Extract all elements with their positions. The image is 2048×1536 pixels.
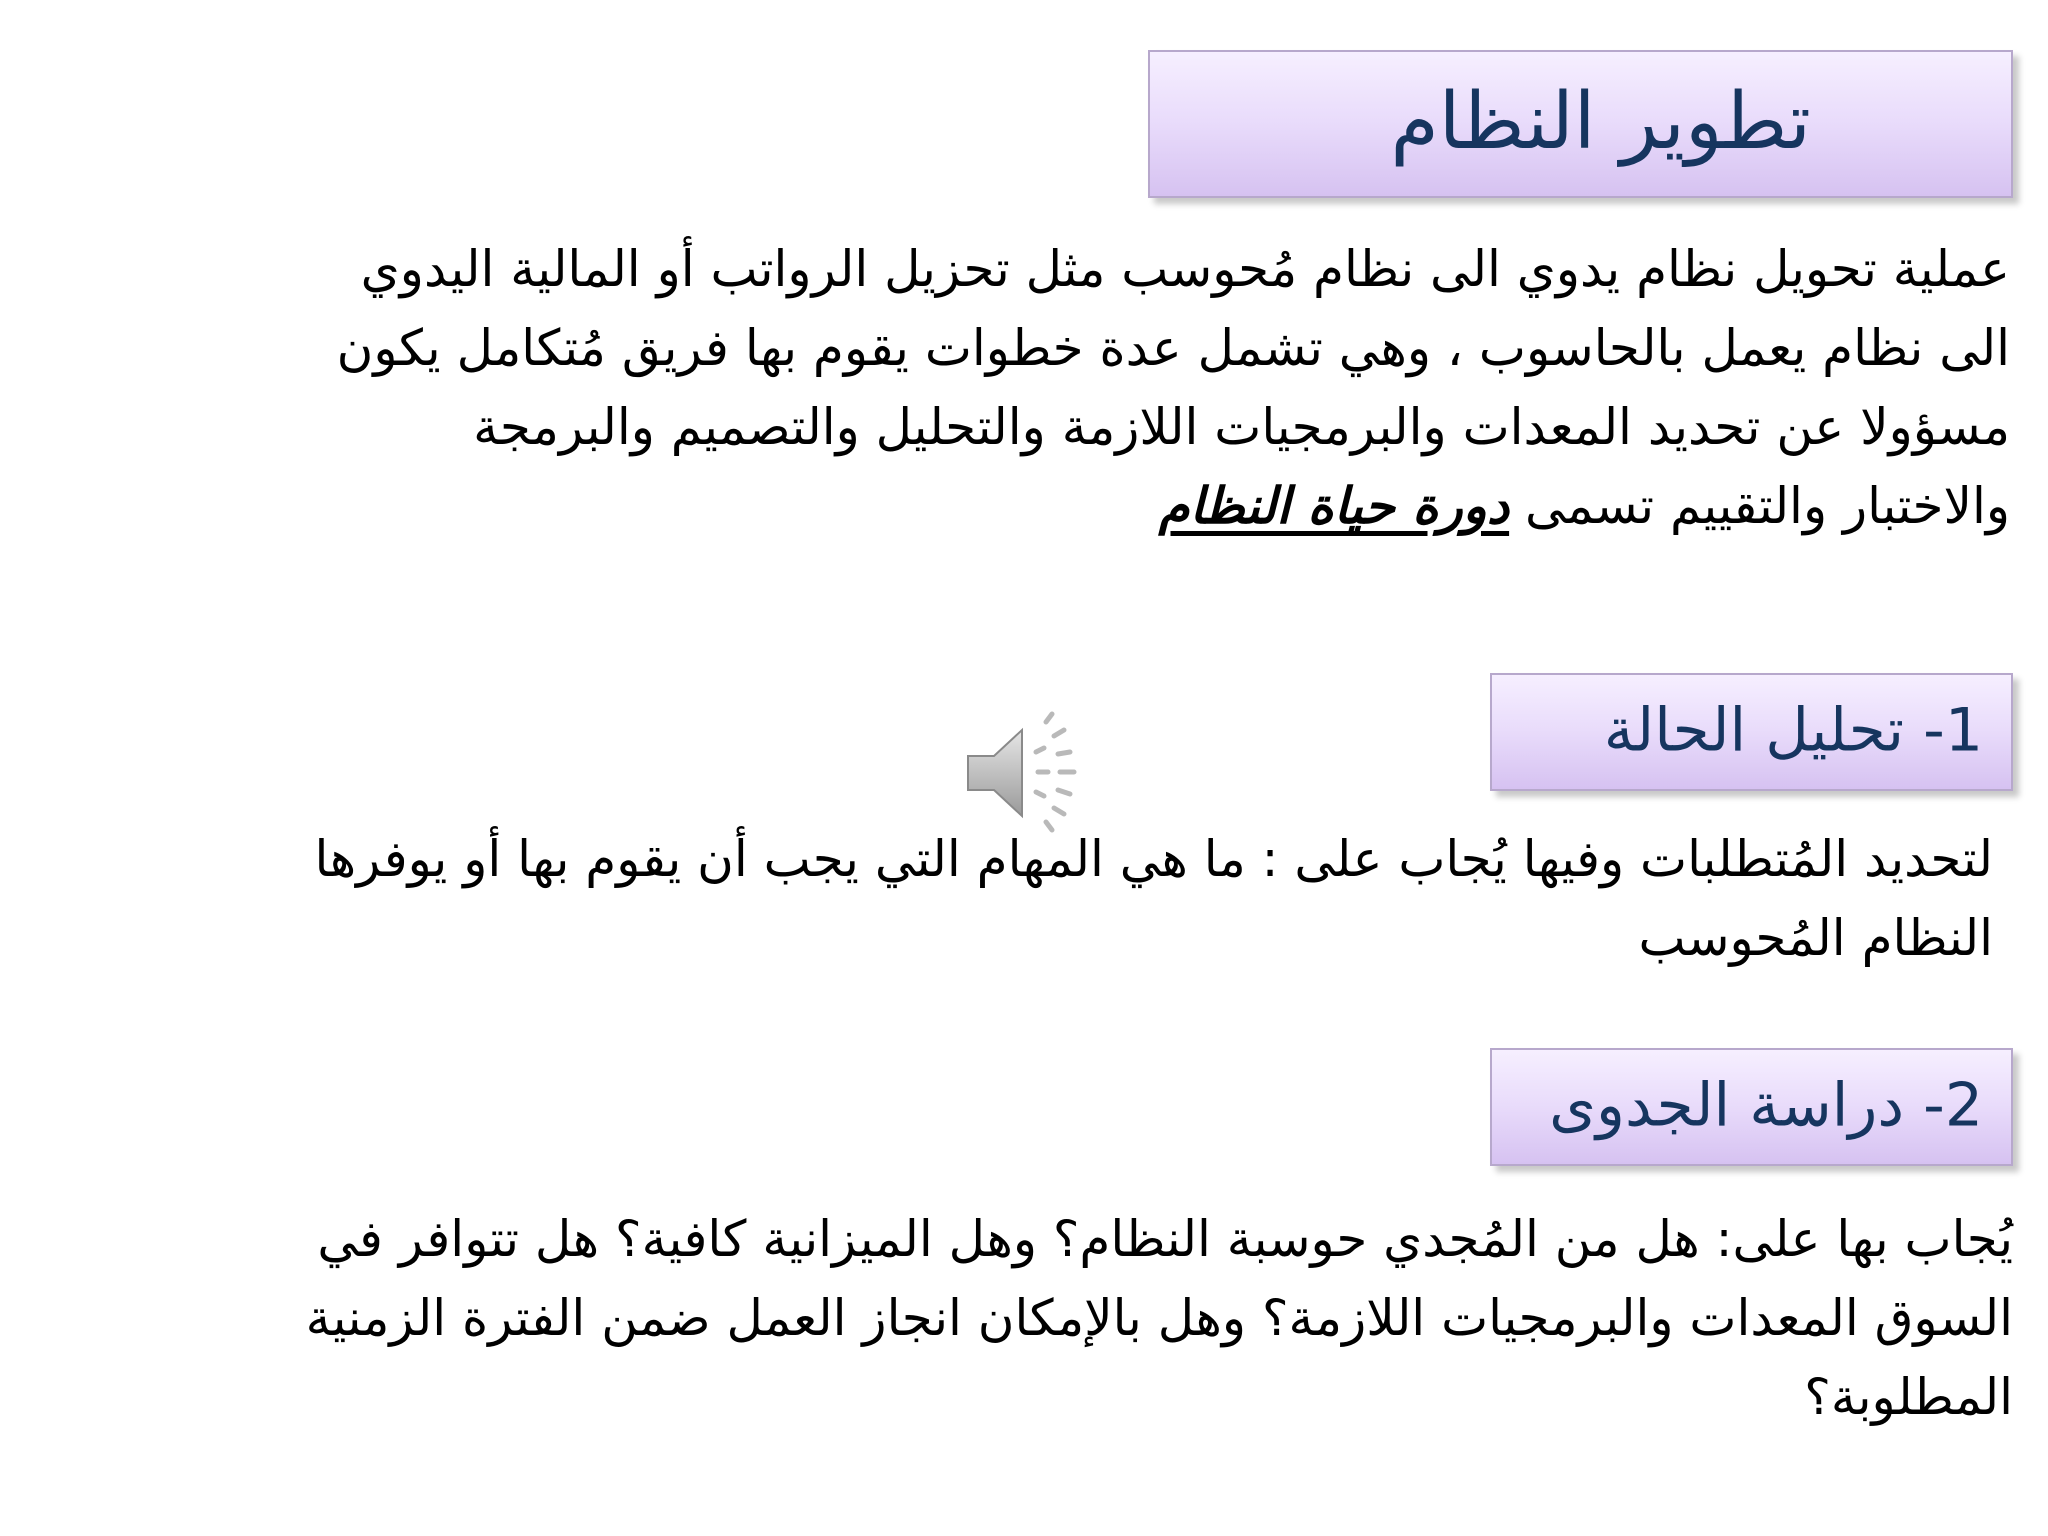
section1-line: النظام المُحوسب [1638,909,1993,967]
section2-paragraph [53,1200,2013,1437]
speaker-icon[interactable] [960,708,1100,838]
slide-title: تطوير النظام [1390,77,1811,168]
section2-line: يُجاب بها على: هل من المُجدي حوسبة النظام؟ وهل الميزانية كافية؟ هل تتوافر في [317,1210,2013,1268]
slide-title-box [1148,50,2013,198]
section2-heading: 2- دراسة الجدوى [1549,1070,1983,1141]
section1-paragraph [93,820,1993,978]
section2-line: السوق المعدات والبرمجيات اللازمة؟ وهل بالإمكان انجاز العمل ضمن الفترة الزمنية [305,1289,2013,1347]
section2-heading-box [1490,1048,2013,1166]
section1-heading-box [1490,673,2013,791]
intro-line-prefix: والاختبار والتقييم تسمى [1509,477,2010,535]
section2-line: المطلوبة؟ [1804,1368,2013,1426]
intro-paragraph [90,230,2010,546]
intro-line-last [90,467,2010,546]
emphasized-term: دورة حياة النظام [1158,477,1510,535]
section1-line: لتحديد المُتطلبات وفيها يُجاب على : ما هي المهام التي يجب أن يقوم بها أو يوفرها [314,830,1993,888]
intro-line: مسؤولا عن تحديد المعدات والبرمجيات اللازمة والتحليل والتصميم والبرمجة [473,398,2010,456]
intro-line: عملية تحويل نظام يدوي الى نظام مُحوسب مثل تحزيل الرواتب أو المالية اليدوي [360,240,2010,298]
section1-heading: 1- تحليل الحالة [1603,695,1983,766]
intro-line: الى نظام يعمل بالحاسوب ، وهي تشمل عدة خطوات يقوم بها فريق مُتكامل يكون [336,319,2010,377]
